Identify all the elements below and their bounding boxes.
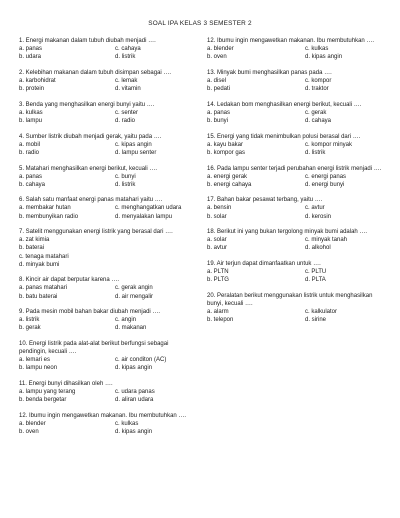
answer-option: a. membakar hutan <box>19 205 71 212</box>
answer-option: c. angin <box>115 317 137 324</box>
question-item <box>19 276 194 300</box>
answer-option: d. sirine <box>305 317 327 324</box>
answer-options <box>207 268 387 284</box>
answer-option: c. kompor <box>305 77 332 84</box>
question-text: 20. Peralatan berikut menggunakan listrik untuk menghasilkan bunyi, kecuali …. <box>207 293 373 308</box>
answer-option: b. baterai <box>19 245 45 252</box>
answer-option: d. alkohol <box>305 245 331 252</box>
answer-option: c. PLTU <box>305 269 327 276</box>
answer-option: d. kipas angin <box>305 54 343 61</box>
question-item <box>207 37 387 61</box>
answer-options <box>19 77 194 93</box>
question-text: 1. Energi makanan dalam tubuh diubah menjadi …. <box>19 38 156 44</box>
question-item <box>19 69 194 93</box>
answer-option: c. energi panas <box>305 173 347 180</box>
answer-option: c. kalkulator <box>305 309 338 316</box>
answer-option: c. kompor minyak <box>305 141 353 148</box>
question-text: 5. Matahari menghasilkan energi berikut, kecuali …. <box>19 165 158 172</box>
answer-options <box>207 173 387 189</box>
answer-option: d. aliran udara <box>115 397 154 404</box>
question-text: 19. Air terjun dapat dimanfaatkan untuk …. <box>207 261 321 268</box>
answer-option: c. minyak tanah <box>305 237 348 244</box>
answer-options <box>207 236 387 252</box>
question-item <box>19 101 194 125</box>
answer-options <box>19 109 194 125</box>
question-item <box>19 133 194 157</box>
answer-option: a. kayu bakar <box>207 141 244 148</box>
answer-option: b. protein <box>19 86 45 93</box>
answer-option: a. panas <box>207 109 231 116</box>
answer-option: d. kipas angin <box>115 429 153 436</box>
answer-option: c. udara panas <box>115 389 155 396</box>
question-item <box>207 260 387 284</box>
question-item <box>207 228 387 252</box>
question-item <box>19 380 194 404</box>
answer-option: d. kipas angin <box>115 365 153 372</box>
question-text: 6. Salah satu manfaat energi panas matahari yaitu …. <box>19 197 163 204</box>
answer-option: c. tenaga matahari <box>19 253 69 260</box>
question-text: 16. Pada lampu senter terjadi perubahan energi listrik menjadi …. <box>207 165 382 172</box>
answer-options <box>19 388 194 404</box>
answer-option: c. kulkas <box>305 46 329 53</box>
answer-option: a. disel <box>207 77 227 84</box>
question-text: 11. Energi bunyi dihasilkan oleh …. <box>19 381 113 388</box>
answer-option: a. zat kimia <box>19 237 50 244</box>
answer-option: c. kulkas <box>115 421 139 427</box>
answer-option: d. traktor <box>305 86 329 93</box>
answer-option: a. energi gerak <box>207 173 248 180</box>
answer-option: a. lampu yang terang <box>19 389 76 396</box>
answer-option: d. air mengalir <box>115 293 154 300</box>
answer-options <box>19 316 194 332</box>
answer-option: d. listrik <box>115 54 136 61</box>
question-item <box>19 196 194 220</box>
question-text: 13. Minyak bumi menghasilkan panas pada …. <box>207 69 332 76</box>
answer-option: a. karbohidrat <box>19 77 56 84</box>
answer-option: c. senter <box>115 109 139 116</box>
question-text: 2. Kelebihan makanan dalam tubuh disimpan sebagai …. <box>19 69 172 76</box>
answer-option: b. avtur <box>207 245 228 252</box>
question-item <box>19 308 194 332</box>
answer-option: c. gerak <box>305 109 327 116</box>
answer-option: b. oven <box>207 54 227 61</box>
answer-option: b. lampu <box>19 117 43 124</box>
question-item <box>207 196 387 220</box>
question-item <box>207 101 387 125</box>
answer-option: d. listrik <box>305 149 326 156</box>
answer-option: b. benda bergetar <box>19 397 67 404</box>
answer-option: d. radio <box>115 117 136 124</box>
answer-option: a. panas <box>19 46 43 53</box>
answer-options <box>19 45 194 61</box>
answer-option: b. oven <box>19 429 39 436</box>
answer-option: d. listrik <box>115 181 136 188</box>
question-text: 7. Satelit menggunakan energi listrik yang berasal dari …. <box>19 229 173 236</box>
answer-option: a. mobil <box>19 141 41 148</box>
answer-option: d. cahaya <box>305 117 332 124</box>
answer-option: b. PLTG <box>207 277 229 284</box>
answer-option: c. air conditon (AC) <box>115 357 167 364</box>
answer-option: a. alarm <box>207 309 229 316</box>
answer-option: d. PLTA <box>305 277 326 284</box>
question-item <box>19 37 194 61</box>
answer-option: b. batu baterai <box>19 293 58 300</box>
answer-options <box>19 284 194 300</box>
answer-option: c. avtur <box>305 205 325 212</box>
answer-option: b. udara <box>19 54 42 61</box>
answer-option: b. solar <box>207 213 227 220</box>
answer-option: c. bunyi <box>115 173 136 180</box>
right-column <box>207 37 387 332</box>
answer-option: d. minyak bumi <box>19 261 60 268</box>
answer-option: d. makanan <box>115 325 147 332</box>
question-text: 18. Berikut ini yang bukan tergolong minyak bumi adalah …. <box>207 229 368 236</box>
answer-options <box>19 141 194 157</box>
answer-option: b. telepon <box>207 317 234 324</box>
answer-option: b. membunyikan radio <box>19 213 79 220</box>
question-text: 15. Energi yang tidak menimbulkan polusi berasal dari …. <box>207 133 361 140</box>
answer-option: b. bunyi <box>207 117 229 124</box>
answer-option: a. PLTN <box>207 269 229 276</box>
answer-options <box>19 173 194 189</box>
question-item <box>207 292 387 324</box>
answer-options <box>207 109 387 125</box>
question-text: 12. Ibumu ingin mengawetkan makanan. Ibu membutuhkan …. <box>19 412 187 419</box>
answer-option: a. bensin <box>207 205 232 212</box>
answer-option: c. gerak angin <box>115 285 153 292</box>
answer-option: a. lemari es <box>19 357 51 364</box>
answer-options <box>19 204 194 220</box>
answer-option: b. pedati <box>207 86 231 93</box>
answer-option: b. lampu neon <box>19 365 58 372</box>
question-text: 4. Sumber listrik diubah menjadi gerak, yaitu pada …. <box>19 133 162 140</box>
answer-option: d. vitamin <box>115 86 141 93</box>
question-item <box>207 133 387 157</box>
answer-option: b. energi cahaya <box>207 181 252 188</box>
question-item <box>19 228 194 268</box>
question-text: 12. Ibumu ingin mengawetkan makanan. Ibu membutuhkan …. <box>207 38 375 44</box>
answer-option: c. menghangatkan udara <box>115 205 182 212</box>
answer-option: b. kompor gas <box>207 149 246 156</box>
answer-options <box>19 236 194 268</box>
question-item <box>207 165 387 189</box>
answer-options <box>207 204 387 220</box>
answer-option: a. blender <box>207 46 234 53</box>
answer-option: c. lemak <box>115 77 138 84</box>
answer-options <box>19 420 194 436</box>
answer-option: a. listrik <box>19 317 40 324</box>
answer-option: a. panas matahari <box>19 285 68 292</box>
answer-options <box>207 141 387 157</box>
answer-options <box>207 45 387 61</box>
question-item <box>207 69 387 93</box>
question-text: 14. Ledakan bom menghasilkan energi berikut, kecuali …. <box>207 101 362 108</box>
answer-option: d. lampu senter <box>115 149 157 156</box>
answer-option: b. cahaya <box>19 181 46 188</box>
answer-option: c. kipas angin <box>115 141 152 148</box>
question-item <box>19 412 194 436</box>
question-text: 3. Benda yang menghasilkan energi bunyi yaitu …. <box>19 101 155 108</box>
answer-option: a. kulkas <box>19 109 43 116</box>
answer-options <box>207 77 387 93</box>
question-text: 9. Pada mesin mobil bahan bakar diubah menjadi …. <box>19 309 161 316</box>
answer-option: a. panas <box>19 173 43 180</box>
left-column <box>19 37 194 444</box>
answer-option: d. kerosin <box>305 213 332 220</box>
answer-option: c. cahaya <box>115 46 141 53</box>
answer-option: d. energi bunyi <box>305 181 345 188</box>
question-item <box>19 340 194 372</box>
question-text: 10. Energi listrik pada alat-alat berikut berfungsi sebagai pendingin, kecuali …. <box>19 341 169 356</box>
answer-options <box>19 356 194 372</box>
answer-option: a. solar <box>207 237 227 244</box>
answer-option: a. blender <box>19 421 46 427</box>
answer-option: b. radio <box>19 149 40 156</box>
question-text: 17. Bahan bakar pesawat terbang, yaitu …. <box>207 197 323 204</box>
page-title: SOAL IPA KELAS 3 SEMESTER 2 <box>148 20 252 27</box>
answer-option: b. gerak <box>19 325 41 332</box>
answer-options <box>207 308 387 324</box>
question-text: 8. Kincir air dapat berputar karena …. <box>19 277 120 284</box>
question-item <box>19 165 194 189</box>
answer-option: d. menyalakan lampu <box>115 213 173 220</box>
